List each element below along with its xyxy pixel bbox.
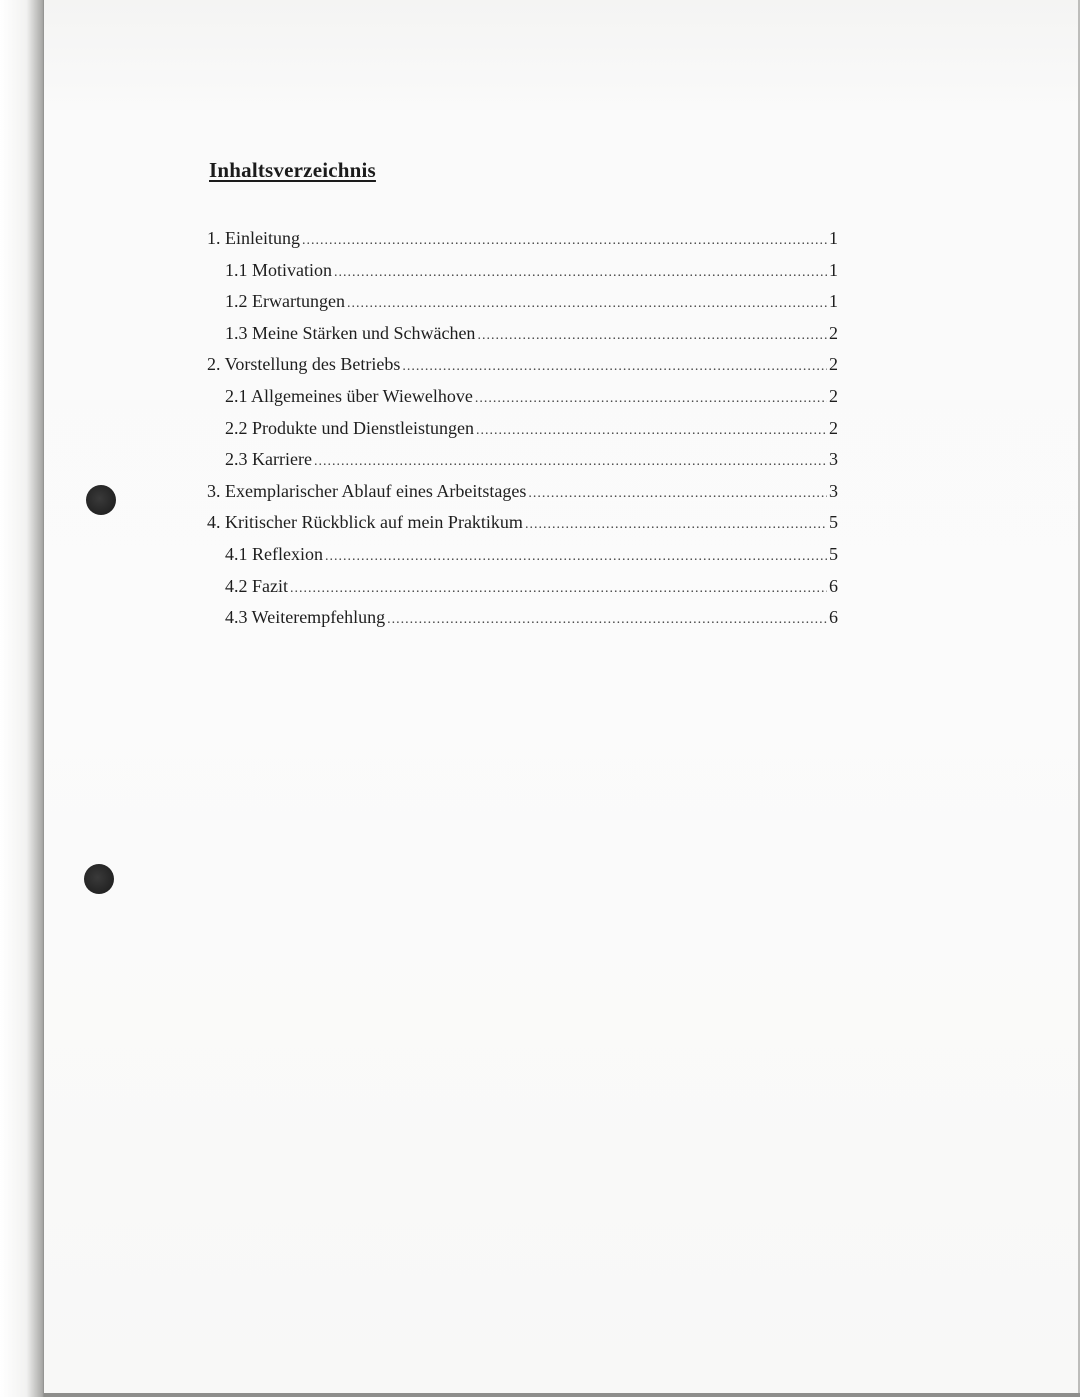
toc-entry-page: 2 (829, 354, 838, 375)
toc-entry-label: 4.2 Fazit (225, 575, 288, 596)
toc-dot-leader (402, 359, 827, 375)
toc-entry-label: 1.1 Motivation (225, 259, 332, 280)
toc-entry (207, 418, 838, 450)
toc-dot-leader (334, 265, 827, 281)
toc-entry-page: 1 (829, 259, 838, 280)
toc-entry (207, 323, 838, 355)
toc-entry-label: 3. Exemplarischer Ablauf eines Arbeitstages (207, 480, 527, 501)
table-of-contents (207, 228, 838, 639)
toc-dot-leader (528, 486, 827, 502)
toc-entry-page: 2 (829, 417, 838, 438)
punch-hole-top (86, 485, 116, 515)
punch-hole-bottom (84, 864, 114, 894)
toc-entry-page: 1 (829, 228, 838, 248)
toc-entry-label: 1.2 Erwartungen (225, 291, 345, 312)
toc-entry-label: 4.3 Weiterempfehlung (225, 607, 386, 628)
toc-entry-page: 2 (829, 385, 838, 406)
toc-dot-leader (290, 581, 827, 597)
toc-entry-label: 4.1 Reflexion (225, 543, 323, 564)
toc-dot-leader (475, 391, 827, 407)
toc-entry-page: 5 (829, 512, 838, 533)
toc-entry (207, 481, 838, 513)
paper-left-edge (0, 0, 44, 1397)
toc-entry-page: 3 (829, 480, 838, 501)
toc-entry-page: 5 (829, 543, 838, 564)
toc-entry-label: 2.1 Allgemeines über Wiewelhove (225, 385, 473, 406)
toc-dot-leader (525, 517, 827, 533)
toc-dot-leader (387, 612, 827, 628)
toc-entry-label: 4. Kritischer Rückblick auf mein Praktikum (207, 512, 523, 533)
toc-entry (207, 386, 838, 418)
toc-entry (207, 354, 838, 386)
toc-entry (207, 228, 838, 260)
toc-entry-label: 2. Vorstellung des Betriebs (207, 354, 401, 375)
toc-entry-page: 1 (829, 291, 838, 312)
toc-dot-leader (302, 233, 827, 249)
paper-bottom-edge (44, 1393, 1080, 1397)
toc-dot-leader (314, 454, 827, 470)
toc-entry-label: 1. Einleitung (207, 228, 300, 248)
toc-entry-page: 6 (829, 575, 838, 596)
toc-entry (207, 512, 838, 544)
toc-entry-page: 6 (829, 607, 838, 628)
toc-entry-page: 2 (829, 322, 838, 343)
toc-title: Inhaltsverzeichnis (209, 158, 376, 182)
toc-entry-label: 2.3 Karriere (225, 449, 312, 470)
toc-entry (207, 291, 838, 323)
toc-entry-label: 1.3 Meine Stärken und Schwächen (225, 322, 476, 343)
toc-dot-leader (325, 549, 827, 565)
toc-entry (207, 607, 838, 639)
toc-entry (207, 576, 838, 608)
toc-entry-label: 2.2 Produkte und Dienstleistungen (225, 417, 474, 438)
toc-entry (207, 544, 838, 576)
toc-dot-leader (477, 328, 827, 344)
toc-dot-leader (476, 423, 827, 439)
document-page (44, 0, 1080, 1393)
toc-entry-page: 3 (829, 449, 838, 470)
toc-dot-leader (347, 296, 827, 312)
toc-entry (207, 449, 838, 481)
toc-entry (207, 260, 838, 292)
